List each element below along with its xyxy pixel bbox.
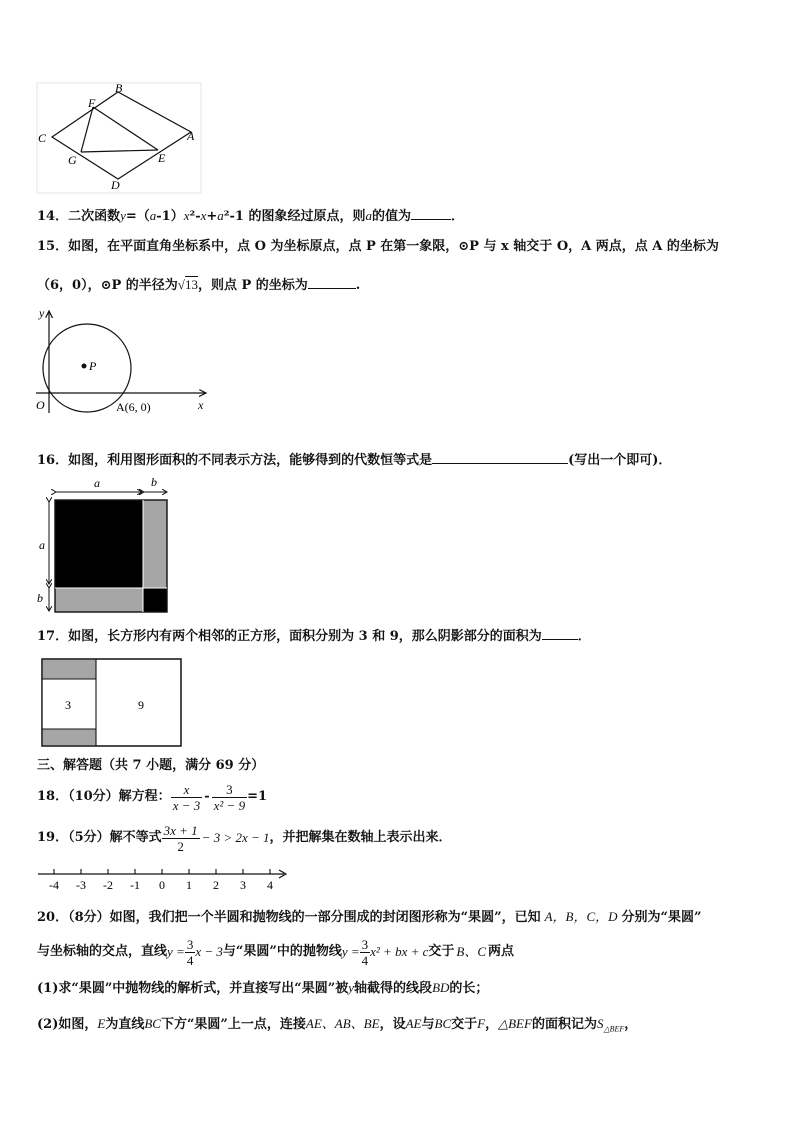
question-20-line2: 与坐标轴的交点，直线 y = $\frac{3}{4}$ x − 3 与“果圆”中的抛物线 y = $\frac{3}{4}$ x² + bx + c 交于 B、C 两点 (37, 936, 515, 968)
figure-circle-axes (32, 305, 212, 417)
question-20-part2: (2)如图，E为直线BC下方“果圆”上一点，连接AE、AB、BE，设AE与BC交于F，△BEF的面积记为$S_{\triangle BEF}$， (37, 1016, 638, 1034)
fraction-1: $\frac{x}{x - 3}$ (172, 781, 201, 813)
tick-label: 2 (213, 878, 219, 892)
question-20-line1: 20．（8分）如图，我们把一个半圆和抛物线的一部分围成的封闭图形称为“果圆”，已知 A，B，C，D 分别为“果圆” (37, 909, 702, 925)
tick-label: -3 (76, 878, 86, 892)
tick-label: -2 (103, 878, 113, 892)
tick-label: 0 (159, 878, 165, 892)
tick-label: -4 (49, 878, 59, 892)
svg-text:b: b (151, 475, 157, 489)
tick-label: 4 (267, 878, 273, 892)
question-15-line2: （6，0），⊙P 的半径为√13，则点 P 的坐标为 . (37, 274, 360, 296)
svg-text:a: a (39, 538, 45, 552)
question-20-part1: (1)求“果圆”中抛物线的解析式，并直接写出“果圆”被y轴截得的线段BD的长； (37, 980, 489, 996)
section-heading: 三、解答题（共 7 小题，满分 69 分） (37, 758, 265, 773)
question-14: 14．二次函数y=（a-1）x²-x+a²-1 的图象经过原点，则a的值为 ． (37, 205, 464, 227)
answer-blank[interactable] (308, 274, 356, 289)
label-b: B (115, 82, 123, 95)
label-a: A (187, 129, 195, 143)
svg-text:a: a (94, 476, 100, 490)
question-18: 18．（10分）解方程： $\frac{x}{x - 3}$ - $\frac{3}{\text{x² − 9}}$ =1 (37, 781, 268, 813)
answer-blank[interactable] (542, 625, 578, 640)
svg-text:y: y (39, 306, 45, 320)
svg-text:x: x (198, 398, 204, 412)
fraction-2: $\frac{3}{\text{x² − 9}}$ (213, 781, 246, 813)
tick-label: -1 (130, 878, 140, 892)
svg-text:3: 3 (65, 698, 71, 712)
sqrt-13: √13 (177, 277, 198, 292)
question-16: 16．如图，利用图形面积的不同表示方法，能够得到的代数恒等式是 (写出一个即可)． (37, 449, 671, 471)
label-d: D (111, 178, 120, 192)
question-15-line1: 15．如图，在平面直角坐标系中，点 O 为坐标原点，点 P 在第一象限，⊙P 与 x 轴交于 O，A 两点，点 A 的坐标为 (37, 239, 719, 254)
label-f: F (88, 96, 96, 110)
figure-square-identity (34, 474, 174, 616)
question-19: 19．（5分）解不等式 $\frac{3x + 1}{2}$ − 3 > 2x − 1 ，并把解集在数轴上表示出来． (37, 822, 452, 854)
label-e: E (158, 151, 166, 165)
svg-text:9: 9 (138, 698, 144, 712)
svg-text:O: O (36, 398, 45, 412)
figure-quadrilateral (36, 82, 202, 194)
label-c: C (38, 131, 47, 145)
circle-p (43, 324, 131, 412)
q14-text: 14．二次函数 (37, 209, 121, 224)
point-p (82, 364, 87, 369)
answer-blank[interactable] (432, 449, 568, 464)
tick-label: 3 (240, 878, 246, 892)
answer-blank[interactable] (411, 205, 451, 220)
svg-text:A(6, 0): A(6, 0) (116, 400, 151, 414)
number-line (36, 866, 292, 894)
question-17: 17．如图，长方形内有两个相邻的正方形，面积分别为 3 和 9，那么阴影部分的面积为 ． (37, 625, 591, 647)
svg-text:b: b (37, 591, 43, 605)
fraction-q19: $\frac{3x + 1}{2}$ (163, 822, 198, 854)
label-g: G (68, 153, 77, 167)
tick-label: 1 (186, 878, 192, 892)
svg-text:P: P (89, 359, 97, 373)
figure-rectangle-squares (40, 657, 184, 749)
